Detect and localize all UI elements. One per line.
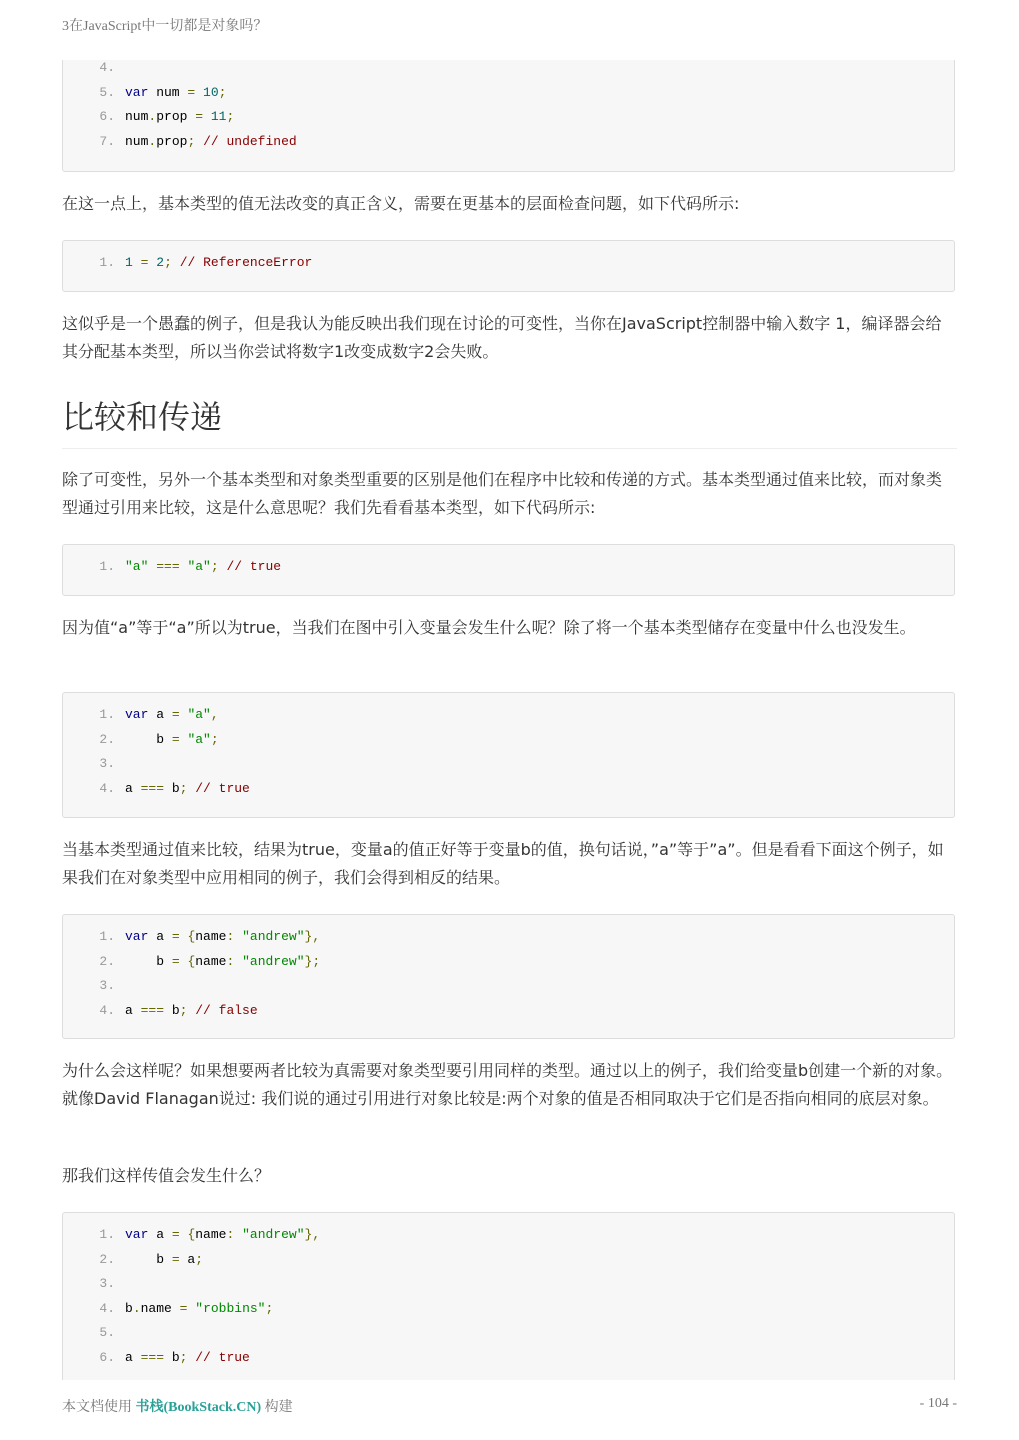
code-token xyxy=(195,85,203,100)
section-heading: 比较和传递 xyxy=(62,392,957,449)
code-token: "robbins" xyxy=(195,1300,266,1316)
page-footer-credit xyxy=(62,1396,293,1416)
code-token: b xyxy=(125,1251,172,1267)
code-token: "a" xyxy=(125,559,149,574)
code-line xyxy=(63,253,312,273)
code-token: = xyxy=(171,929,180,944)
line-number: 1. xyxy=(99,707,115,722)
code-token xyxy=(234,1227,242,1242)
code-text xyxy=(125,732,219,747)
code-text xyxy=(125,707,219,722)
code-token: a xyxy=(179,1251,196,1267)
code-token: // false xyxy=(195,1002,258,1018)
code-token: ; xyxy=(218,84,227,100)
code-token: ; xyxy=(179,1002,188,1018)
code-line xyxy=(63,927,320,947)
paragraph: 那我们这样传值会发生什么？ xyxy=(62,1166,271,1185)
code-token: b xyxy=(125,953,172,969)
line-number: 1. xyxy=(99,559,115,574)
code-token: = xyxy=(140,255,149,270)
code-token: // true xyxy=(195,1349,250,1365)
code-token: ; xyxy=(164,255,172,270)
line-number: 4. xyxy=(99,60,115,75)
code-token xyxy=(234,954,242,969)
code-token: { xyxy=(187,1227,196,1242)
code-token: = xyxy=(171,731,180,747)
code-line xyxy=(63,754,125,774)
code-token: = xyxy=(179,1300,188,1316)
line-number: 4. xyxy=(99,1002,115,1018)
bookstack-link[interactable]: 书栈(BookStack.CN) xyxy=(135,1400,262,1415)
code-token: 1 xyxy=(125,255,133,270)
code-token xyxy=(234,929,242,944)
paragraph: 因为值“a”等于“a”所以为true，当我们在图中引入变量会发生什么呢？除了将一个基本类型储存在变量中什么也没发生。 xyxy=(62,618,916,637)
code-token: b xyxy=(164,780,180,796)
code-token: . xyxy=(148,133,157,149)
code-line xyxy=(63,779,250,799)
footer-prefix: 本文档使用 xyxy=(62,1400,132,1415)
code-token: num xyxy=(125,133,149,149)
paragraph: 为什么会这样呢？如果想要两者比较为真需要对象类型要引用同样的类型。通过以上的例子，我们给变量b创建一个新的对象。就像David Flanagan说过: 我们说的通过引用进行对象比较是:两个对象的值是否相同取决于它们是否指向相同的底层对象。 xyxy=(62,1061,953,1108)
code-text xyxy=(125,255,312,270)
code-line xyxy=(63,1001,258,1021)
paragraph: 这似乎是一个愚蠢的例子，但是我认为能反映出我们现在讨论的可变性，当你在JavaScript控制器中输入数字 1，编译器会给其分配基本类型，所以当你尝试将数字1改变成数字2会失败。 xyxy=(62,314,942,361)
code-token: b xyxy=(125,731,172,747)
page-number: - 104 - xyxy=(919,1396,957,1411)
code-token xyxy=(172,255,180,270)
code-token: ; xyxy=(187,133,196,149)
line-number: 3. xyxy=(99,756,115,771)
line-number: 1. xyxy=(99,929,115,944)
code-line xyxy=(63,1250,203,1270)
code-token: ; xyxy=(210,559,219,574)
code-line xyxy=(63,705,219,725)
line-number: 2. xyxy=(99,731,115,747)
code-token: = xyxy=(171,1251,180,1267)
code-token: "andrew" xyxy=(242,1227,305,1242)
code-token: = xyxy=(195,109,204,124)
code-token: a xyxy=(125,1002,141,1018)
code-token: var xyxy=(125,84,149,100)
code-text xyxy=(125,954,320,969)
code-token: = xyxy=(171,953,180,969)
code-text xyxy=(125,1227,320,1242)
code-block xyxy=(62,692,955,818)
code-line xyxy=(63,557,281,577)
code-text xyxy=(125,1003,258,1018)
code-token: "a" xyxy=(187,559,211,574)
code-token: ; xyxy=(195,1251,204,1267)
footer-suffix: 构建 xyxy=(264,1400,293,1415)
code-token: b xyxy=(125,1300,133,1316)
code-text xyxy=(125,1350,250,1365)
code-token: "andrew" xyxy=(242,929,305,944)
code-text xyxy=(125,1301,273,1316)
code-token: 11 xyxy=(210,109,227,124)
code-token: name xyxy=(195,929,227,944)
code-token: a xyxy=(148,1227,172,1242)
code-token: , xyxy=(210,707,219,722)
code-token xyxy=(203,109,211,124)
code-line xyxy=(63,1299,273,1319)
code-token: num xyxy=(125,109,149,124)
code-text xyxy=(125,929,320,944)
paragraph: 除了可变性，另外一个基本类型和对象类型重要的区别是他们在程序中比较和传递的方式。基本类型通过值来比较，而对象类型通过引用来比较，这是什么意思呢？我们先看看基本类型，如下代码所示: xyxy=(62,470,943,517)
code-token: = xyxy=(171,707,180,722)
code-token: === xyxy=(140,1002,165,1018)
line-number: 6. xyxy=(99,109,115,124)
line-number: 6. xyxy=(99,1349,115,1365)
code-line xyxy=(63,976,125,996)
code-token: name xyxy=(195,1227,227,1242)
code-line xyxy=(63,58,125,78)
paragraph: 当基本类型通过值来比较，结果为true，变量a的值正好等于变量b的值，换句话说，”a”等于”a”。但是看看下面这个例子，如果我们在对象类型中应用相同的例子，我们会得到相反的结果。 xyxy=(62,840,944,887)
code-token: { xyxy=(187,953,196,969)
code-token: // undefined xyxy=(203,133,297,149)
code-line xyxy=(63,1274,125,1294)
code-text xyxy=(125,781,250,796)
code-token: }; xyxy=(304,953,321,969)
code-text xyxy=(125,85,226,100)
line-number: 1. xyxy=(99,1227,115,1242)
code-token: ; xyxy=(179,780,188,796)
code-line xyxy=(63,107,234,127)
code-token: ; xyxy=(210,731,219,747)
code-line xyxy=(63,132,297,152)
code-token: var xyxy=(125,707,149,722)
code-token: a xyxy=(148,929,172,944)
code-token: : xyxy=(226,1227,235,1242)
line-number: 4. xyxy=(99,780,115,796)
code-token: prop xyxy=(156,133,188,149)
code-token: "a" xyxy=(187,707,211,722)
code-token: a xyxy=(125,1349,141,1365)
code-token: num xyxy=(148,84,188,100)
code-text xyxy=(125,1252,203,1267)
code-token: "andrew" xyxy=(242,953,305,969)
code-token: ; xyxy=(265,1300,274,1316)
code-token xyxy=(195,134,203,149)
code-block xyxy=(62,60,955,172)
line-number: 1. xyxy=(99,255,115,270)
code-token: // true xyxy=(226,559,282,574)
code-line xyxy=(63,83,226,103)
code-token: }, xyxy=(304,1227,321,1242)
code-token: }, xyxy=(304,929,321,944)
code-text xyxy=(125,109,234,124)
code-line xyxy=(63,730,219,750)
code-token: === xyxy=(140,780,165,796)
code-token: b xyxy=(164,1349,180,1365)
code-block xyxy=(62,914,955,1039)
code-token: === xyxy=(140,1349,165,1365)
code-text xyxy=(125,559,281,574)
code-token: name xyxy=(140,1300,180,1316)
code-token: ; xyxy=(226,109,235,124)
code-token: . xyxy=(148,109,157,124)
running-header: 3在JavaScript中一切都是对象吗？ xyxy=(62,19,268,34)
code-token: ; xyxy=(179,1349,188,1365)
code-block xyxy=(62,240,955,292)
code-token: : xyxy=(226,953,235,969)
code-token: b xyxy=(164,1002,180,1018)
code-token: prop xyxy=(156,109,196,124)
code-token: // true xyxy=(195,780,250,796)
line-number: 4. xyxy=(99,1300,115,1316)
code-token: = xyxy=(187,84,196,100)
code-token: = xyxy=(171,1227,180,1242)
line-number: 5. xyxy=(99,84,115,100)
code-token: { xyxy=(187,929,196,944)
code-token: // ReferenceError xyxy=(179,255,313,270)
code-line xyxy=(63,1323,125,1343)
paragraph: 在这一点上，基本类型的值无法改变的真正含义，需要在更基本的层面检查问题，如下代码所示: xyxy=(62,194,740,213)
code-token: a xyxy=(148,707,172,722)
code-token: name xyxy=(195,953,227,969)
line-number: 5. xyxy=(99,1325,115,1340)
code-block xyxy=(62,1212,955,1380)
code-token: var xyxy=(125,1227,149,1242)
code-token: 10 xyxy=(203,84,219,100)
code-token: var xyxy=(125,929,149,944)
code-token: a xyxy=(125,780,141,796)
line-number: 3. xyxy=(99,1276,115,1291)
line-number: 3. xyxy=(99,978,115,993)
code-token xyxy=(133,255,141,270)
code-line xyxy=(63,952,320,972)
code-line xyxy=(63,1225,320,1245)
code-line xyxy=(63,1348,250,1368)
code-token: "a" xyxy=(187,731,211,747)
code-block xyxy=(62,544,955,596)
code-token: === xyxy=(156,559,180,574)
code-token: . xyxy=(132,1300,141,1316)
code-text xyxy=(125,134,297,149)
code-token: 2 xyxy=(156,255,165,270)
code-token: : xyxy=(226,929,235,944)
line-number: 2. xyxy=(99,953,115,969)
line-number: 2. xyxy=(99,1251,115,1267)
line-number: 7. xyxy=(99,133,115,149)
